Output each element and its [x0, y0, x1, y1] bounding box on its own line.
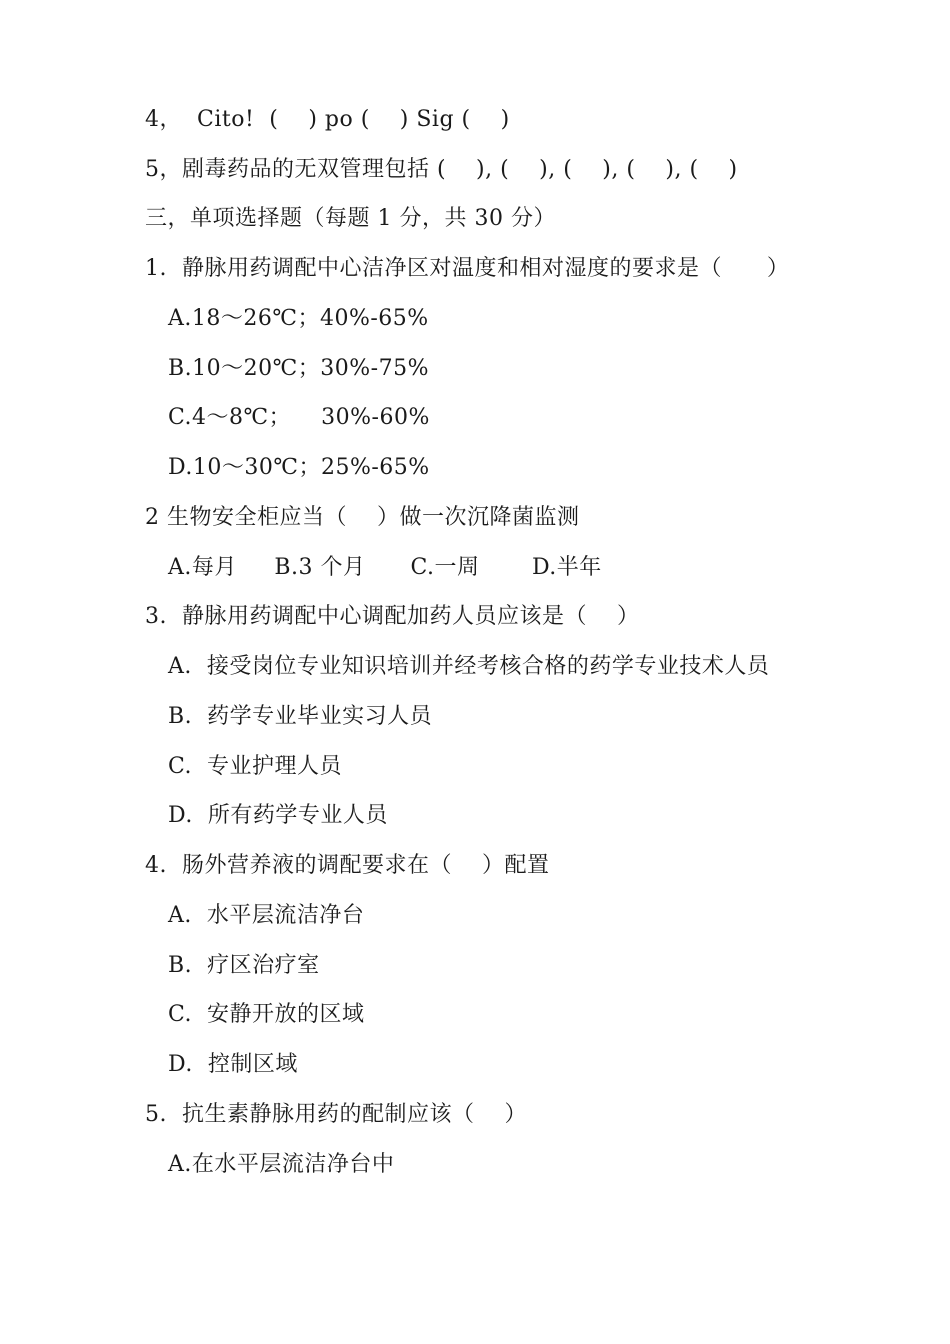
question-1-stem: 1. 静脉用药调配中心洁净区对温度和相对湿度的要求是（ ） — [145, 256, 790, 281]
question-2-options: A.每月 B.3 个月 C.一周 D.半年 — [168, 555, 602, 580]
question-1-option-c: C.4～8℃； 30%-60% — [168, 405, 430, 430]
fill-blank-question-5: 5，剧毒药品的无双管理包括 ( ), ( ), ( ), ( ), ( ) — [145, 157, 738, 182]
question-1-option-a: A.18～26℃；40%-65% — [168, 306, 429, 331]
question-4-option-c: C. 安静开放的区域 — [168, 1002, 365, 1027]
question-1-option-d: D.10～30℃；25%-65% — [168, 455, 430, 480]
question-5-stem: 5. 抗生素静脉用药的配制应该（ ） — [145, 1102, 527, 1127]
question-5-option-a: A.在水平层流洁净台中 — [168, 1152, 395, 1177]
question-4-stem: 4. 肠外营养液的调配要求在（ ）配置 — [145, 853, 550, 878]
question-3-option-b: B. 药学专业毕业实习人员 — [168, 704, 433, 729]
question-3-option-c: C. 专业护理人员 — [168, 754, 343, 779]
question-1-option-b: B.10～20℃；30%-75% — [168, 356, 429, 381]
question-4-option-d: D. 控制区域 — [168, 1052, 298, 1077]
section-heading: 三，单项选择题（每题 1 分，共 30 分） — [145, 206, 556, 231]
question-3-option-d: D. 所有药学专业人员 — [168, 803, 388, 828]
fill-blank-question-4: 4， Cito! ( ) po ( ) Sig ( ) — [145, 107, 510, 132]
question-3-stem: 3. 静脉用药调配中心调配加药人员应该是（ ） — [145, 604, 640, 629]
question-3-option-a: A. 接受岗位专业知识培训并经考核合格的药学专业技术人员 — [168, 654, 770, 679]
question-4-option-b: B. 疗区治疗室 — [168, 953, 320, 978]
question-4-option-a: A. 水平层流洁净台 — [168, 903, 365, 928]
question-2-stem: 2 生物安全柜应当（ ）做一次沉降菌监测 — [145, 505, 580, 530]
